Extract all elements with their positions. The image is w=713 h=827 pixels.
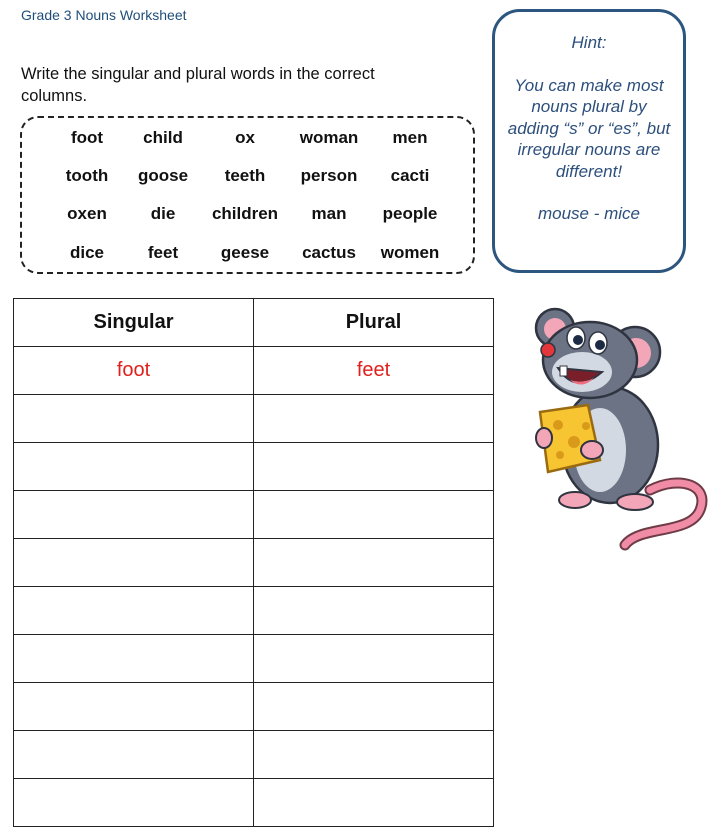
word-bank-word: people [382,204,438,223]
table-row [14,731,494,779]
table-row [14,443,494,491]
mouse-icon [530,300,710,555]
word-bank-word: person [300,166,358,185]
singular-cell[interactable] [14,779,254,827]
table-row [14,635,494,683]
word-bank-word: man [311,204,347,223]
singular-cell[interactable] [14,635,254,683]
plural-cell[interactable] [254,443,494,491]
singular-cell[interactable] [14,683,254,731]
word-bank-word: foot [70,128,104,147]
plural-cell[interactable] [254,683,494,731]
word-bank-word: die [150,204,176,223]
word-bank-word: woman [299,128,359,147]
table-row [14,779,494,827]
word-bank-word: dice [69,243,105,262]
word-bank-word: cactus [302,243,356,262]
word-bank-word: men [392,128,428,147]
plural-cell[interactable] [254,395,494,443]
word-bank [20,116,475,274]
table-row [14,491,494,539]
word-bank-word: tooth [65,166,109,185]
hint-example: mouse - mice [537,204,641,223]
singular-column-header: Singular [14,299,254,347]
singular-cell[interactable] [14,539,254,587]
table-row [14,395,494,443]
hint-text: You can make most nouns plural by adding “s” or “es”, but irregular nouns are different! [507,75,671,181]
plural-cell[interactable]: feet [254,347,494,395]
singular-cell[interactable] [14,443,254,491]
table-row [14,347,494,395]
answer-table [13,298,494,827]
hint-title: Hint: [571,33,607,52]
singular-cell[interactable] [14,731,254,779]
table-header-row [14,299,494,347]
worksheet-title: Grade 3 Nouns Worksheet [21,7,187,23]
word-bank-word: child [143,128,183,147]
word-bank-word: teeth [224,166,266,185]
table-row [14,539,494,587]
word-bank-word: goose [137,166,189,185]
plural-cell[interactable] [254,587,494,635]
singular-cell[interactable]: foot [14,347,254,395]
plural-cell[interactable] [254,491,494,539]
singular-cell[interactable] [14,491,254,539]
word-bank-word: cacti [390,166,430,185]
plural-cell[interactable] [254,731,494,779]
plural-cell[interactable] [254,779,494,827]
word-bank-word: ox [235,128,255,147]
hint-box [492,9,686,273]
word-bank-word: oxen [67,204,107,223]
word-bank-word: feet [147,243,179,262]
plural-cell[interactable] [254,635,494,683]
singular-cell[interactable] [14,587,254,635]
word-bank-word: children [211,204,279,223]
instructions-text: Write the singular and plural words in the correct columns. [21,65,375,105]
singular-cell[interactable] [14,395,254,443]
table-row [14,683,494,731]
table-row [14,587,494,635]
plural-column-header: Plural [254,299,494,347]
plural-cell[interactable] [254,539,494,587]
word-bank-word: women [380,243,440,262]
word-bank-word: geese [220,243,270,262]
